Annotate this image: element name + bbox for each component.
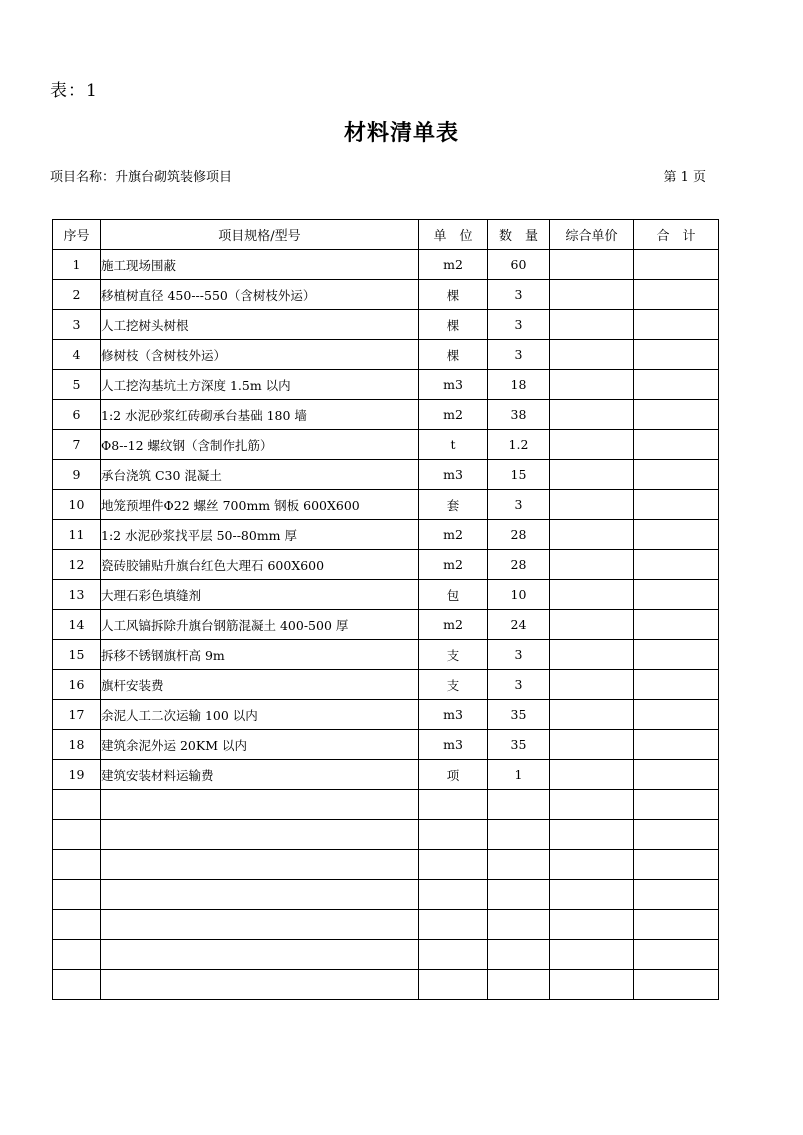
row-number-cell bbox=[53, 910, 101, 940]
spec-cell: 建筑安装材料运输费 bbox=[101, 760, 419, 790]
table-row bbox=[53, 400, 719, 430]
quantity-cell: 3 bbox=[488, 490, 550, 520]
quantity-cell bbox=[488, 970, 550, 1000]
unit-price-cell bbox=[550, 850, 634, 880]
table-row bbox=[53, 310, 719, 340]
total-cell bbox=[634, 730, 719, 760]
table-row bbox=[53, 280, 719, 310]
quantity-cell: 60 bbox=[488, 250, 550, 280]
row-number-cell: 12 bbox=[53, 550, 101, 580]
unit-price-cell bbox=[550, 490, 634, 520]
quantity-cell bbox=[488, 820, 550, 850]
row-number-cell bbox=[53, 820, 101, 850]
row-number-cell: 18 bbox=[53, 730, 101, 760]
spec-cell: 瓷砖胶铺贴升旗台红色大理石 600X600 bbox=[101, 550, 419, 580]
spec-cell: 地笼预埋件Φ22 螺丝 700mm 钢板 600X600 bbox=[101, 490, 419, 520]
table-row bbox=[53, 640, 719, 670]
total-cell bbox=[634, 250, 719, 280]
unit-price-cell bbox=[550, 430, 634, 460]
spec-cell: Φ8--12 螺纹钢（含制作扎筋） bbox=[101, 430, 419, 460]
quantity-cell: 3 bbox=[488, 670, 550, 700]
table-row bbox=[53, 820, 719, 850]
unit-cell: 项 bbox=[419, 760, 488, 790]
unit-price-cell bbox=[550, 400, 634, 430]
spec-cell: 拆移不锈钢旗杆高 9m bbox=[101, 640, 419, 670]
spec-cell bbox=[101, 970, 419, 1000]
quantity-cell: 38 bbox=[488, 400, 550, 430]
row-number-cell: 14 bbox=[53, 610, 101, 640]
total-cell bbox=[634, 310, 719, 340]
spec-cell bbox=[101, 910, 419, 940]
column-header-no: 序号 bbox=[53, 220, 101, 250]
unit-price-cell bbox=[550, 880, 634, 910]
table-row bbox=[53, 340, 719, 370]
column-header-unit: 单 位 bbox=[419, 220, 488, 250]
spec-cell: 人工风镐拆除升旗台钢筋混凝土 400-500 厚 bbox=[101, 610, 419, 640]
column-header-total: 合 计 bbox=[634, 220, 719, 250]
unit-cell: m3 bbox=[419, 730, 488, 760]
unit-price-cell bbox=[550, 670, 634, 700]
total-cell bbox=[634, 340, 719, 370]
quantity-cell: 15 bbox=[488, 460, 550, 490]
total-cell bbox=[634, 490, 719, 520]
total-cell bbox=[634, 430, 719, 460]
total-cell bbox=[634, 820, 719, 850]
row-number-cell: 10 bbox=[53, 490, 101, 520]
unit-cell bbox=[419, 970, 488, 1000]
unit-price-cell bbox=[550, 340, 634, 370]
spec-cell bbox=[101, 790, 419, 820]
quantity-cell: 28 bbox=[488, 520, 550, 550]
spec-cell: 旗杆安装费 bbox=[101, 670, 419, 700]
total-cell bbox=[634, 940, 719, 970]
row-number-cell: 3 bbox=[53, 310, 101, 340]
column-header-quantity: 数 量 bbox=[488, 220, 550, 250]
column-header-unit-price: 综合单价 bbox=[550, 220, 634, 250]
row-number-cell: 6 bbox=[53, 400, 101, 430]
row-number-cell: 11 bbox=[53, 520, 101, 550]
unit-cell: m2 bbox=[419, 250, 488, 280]
unit-price-cell bbox=[550, 910, 634, 940]
table-row bbox=[53, 760, 719, 790]
total-cell bbox=[634, 850, 719, 880]
quantity-cell: 3 bbox=[488, 340, 550, 370]
unit-cell bbox=[419, 880, 488, 910]
table-row bbox=[53, 550, 719, 580]
unit-price-cell bbox=[550, 550, 634, 580]
unit-cell: m2 bbox=[419, 520, 488, 550]
total-cell bbox=[634, 280, 719, 310]
table-header-row bbox=[53, 220, 719, 250]
table-number-label: 表：1 bbox=[50, 81, 98, 101]
unit-cell: 棵 bbox=[419, 340, 488, 370]
unit-cell: 包 bbox=[419, 580, 488, 610]
unit-price-cell bbox=[550, 310, 634, 340]
total-cell bbox=[634, 580, 719, 610]
table-row bbox=[53, 730, 719, 760]
unit-price-cell bbox=[550, 730, 634, 760]
total-cell bbox=[634, 760, 719, 790]
unit-price-cell bbox=[550, 280, 634, 310]
row-number-cell: 5 bbox=[53, 370, 101, 400]
total-cell bbox=[634, 460, 719, 490]
unit-cell bbox=[419, 850, 488, 880]
table-row bbox=[53, 940, 719, 970]
unit-cell bbox=[419, 820, 488, 850]
row-number-cell: 16 bbox=[53, 670, 101, 700]
spec-cell: 余泥人工二次运输 100 以内 bbox=[101, 700, 419, 730]
unit-price-cell bbox=[550, 580, 634, 610]
total-cell bbox=[634, 370, 719, 400]
table-row bbox=[53, 370, 719, 400]
total-cell bbox=[634, 970, 719, 1000]
spec-cell: 人工挖沟基坑土方深度 1.5m 以内 bbox=[101, 370, 419, 400]
quantity-cell bbox=[488, 850, 550, 880]
row-number-cell bbox=[53, 790, 101, 820]
unit-price-cell bbox=[550, 970, 634, 1000]
unit-cell: 棵 bbox=[419, 310, 488, 340]
total-cell bbox=[634, 790, 719, 820]
row-number-cell: 7 bbox=[53, 430, 101, 460]
quantity-cell: 3 bbox=[488, 280, 550, 310]
row-number-cell bbox=[53, 880, 101, 910]
row-number-cell bbox=[53, 940, 101, 970]
unit-price-cell bbox=[550, 700, 634, 730]
table-row bbox=[53, 610, 719, 640]
spec-cell bbox=[101, 940, 419, 970]
unit-cell: 支 bbox=[419, 670, 488, 700]
total-cell bbox=[634, 670, 719, 700]
total-cell bbox=[634, 640, 719, 670]
unit-cell: t bbox=[419, 430, 488, 460]
quantity-cell: 35 bbox=[488, 730, 550, 760]
quantity-cell: 1.2 bbox=[488, 430, 550, 460]
unit-price-cell bbox=[550, 940, 634, 970]
spec-cell: 1:2 水泥砂浆红砖砌承台基础 180 墙 bbox=[101, 400, 419, 430]
unit-price-cell bbox=[550, 760, 634, 790]
row-number-cell: 2 bbox=[53, 280, 101, 310]
spec-cell: 建筑余泥外运 20KM 以内 bbox=[101, 730, 419, 760]
row-number-cell: 19 bbox=[53, 760, 101, 790]
spec-cell: 移植树直径 450---550（含树枝外运） bbox=[101, 280, 419, 310]
document-title: 材料清单表 bbox=[343, 121, 459, 146]
unit-cell: m2 bbox=[419, 550, 488, 580]
row-number-cell: 1 bbox=[53, 250, 101, 280]
unit-price-cell bbox=[550, 520, 634, 550]
total-cell bbox=[634, 880, 719, 910]
row-number-cell: 17 bbox=[53, 700, 101, 730]
total-cell bbox=[634, 700, 719, 730]
unit-price-cell bbox=[550, 610, 634, 640]
table-row bbox=[53, 790, 719, 820]
table-row bbox=[53, 460, 719, 490]
spec-cell: 人工挖树头树根 bbox=[101, 310, 419, 340]
total-cell bbox=[634, 910, 719, 940]
unit-cell: 支 bbox=[419, 640, 488, 670]
unit-cell: m2 bbox=[419, 400, 488, 430]
row-number-cell bbox=[53, 970, 101, 1000]
total-cell bbox=[634, 520, 719, 550]
quantity-cell bbox=[488, 910, 550, 940]
unit-cell: m3 bbox=[419, 370, 488, 400]
table-row bbox=[53, 970, 719, 1000]
row-number-cell: 4 bbox=[53, 340, 101, 370]
spec-cell: 1:2 水泥砂浆找平层 50--80mm 厚 bbox=[101, 520, 419, 550]
unit-price-cell bbox=[550, 790, 634, 820]
total-cell bbox=[634, 400, 719, 430]
unit-price-cell bbox=[550, 370, 634, 400]
spec-cell: 施工现场围蔽 bbox=[101, 250, 419, 280]
spec-cell: 大理石彩色填缝剂 bbox=[101, 580, 419, 610]
unit-cell: 套 bbox=[419, 490, 488, 520]
materials-table bbox=[52, 219, 719, 1000]
column-header-spec: 项目规格/型号 bbox=[101, 220, 419, 250]
table-row bbox=[53, 850, 719, 880]
spec-cell bbox=[101, 880, 419, 910]
unit-cell: m3 bbox=[419, 460, 488, 490]
row-number-cell: 15 bbox=[53, 640, 101, 670]
project-name: 项目名称：升旗台砌筑装修项目 bbox=[50, 170, 233, 185]
page-number: 第 1 页 bbox=[663, 170, 706, 185]
quantity-cell: 3 bbox=[488, 640, 550, 670]
table-row bbox=[53, 910, 719, 940]
table-row bbox=[53, 580, 719, 610]
unit-cell: 棵 bbox=[419, 280, 488, 310]
unit-cell: m3 bbox=[419, 700, 488, 730]
table-row bbox=[53, 670, 719, 700]
unit-cell bbox=[419, 790, 488, 820]
table-row bbox=[53, 700, 719, 730]
quantity-cell: 18 bbox=[488, 370, 550, 400]
spec-cell: 承台浇筑 C30 混凝土 bbox=[101, 460, 419, 490]
unit-price-cell bbox=[550, 460, 634, 490]
table-row bbox=[53, 880, 719, 910]
quantity-cell: 28 bbox=[488, 550, 550, 580]
spec-cell bbox=[101, 850, 419, 880]
table-row bbox=[53, 490, 719, 520]
table-row bbox=[53, 520, 719, 550]
quantity-cell: 1 bbox=[488, 760, 550, 790]
table-row bbox=[53, 430, 719, 460]
total-cell bbox=[634, 550, 719, 580]
row-number-cell: 9 bbox=[53, 460, 101, 490]
table-row bbox=[53, 250, 719, 280]
quantity-cell: 24 bbox=[488, 610, 550, 640]
quantity-cell: 10 bbox=[488, 580, 550, 610]
spec-cell: 修树枝（含树枝外运） bbox=[101, 340, 419, 370]
quantity-cell bbox=[488, 940, 550, 970]
unit-cell: m2 bbox=[419, 610, 488, 640]
quantity-cell bbox=[488, 880, 550, 910]
unit-cell bbox=[419, 940, 488, 970]
row-number-cell bbox=[53, 850, 101, 880]
spec-cell bbox=[101, 820, 419, 850]
quantity-cell: 35 bbox=[488, 700, 550, 730]
quantity-cell: 3 bbox=[488, 310, 550, 340]
row-number-cell: 13 bbox=[53, 580, 101, 610]
unit-cell bbox=[419, 910, 488, 940]
unit-price-cell bbox=[550, 820, 634, 850]
unit-price-cell bbox=[550, 640, 634, 670]
unit-price-cell bbox=[550, 250, 634, 280]
table-body bbox=[53, 250, 719, 1000]
total-cell bbox=[634, 610, 719, 640]
quantity-cell bbox=[488, 790, 550, 820]
